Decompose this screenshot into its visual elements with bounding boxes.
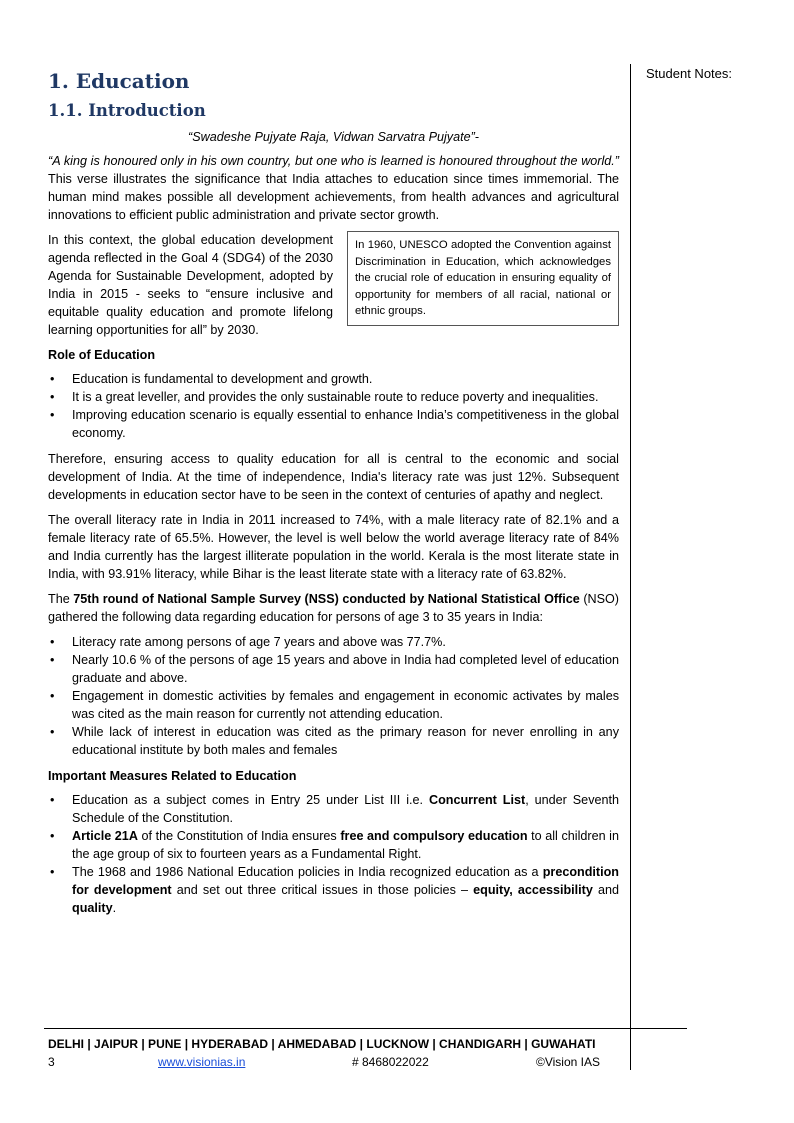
list-item [50,827,619,863]
bullet-icon: • [50,653,55,667]
chapter-title: 1. Education [48,69,190,93]
page-number: 3 [48,1055,55,1069]
section-title: 1.1. Introduction [48,101,206,120]
bold-text: precondition for development [72,865,619,897]
translation-text: “A king is honoured only in his own country, but one who is learned is honoured throughout the world.” [48,154,619,168]
unesco-infobox: In 1960, UNESCO adopted the Convention against Discrimination in Education, which acknowledges the crucial role of education in ensuring equality of opportunity for members of all racial, national or ethnic groups. [347,231,619,326]
text: and set out three critical issues in those policies – [171,883,474,897]
text: to all children in the age group of six to fourteen years as a Fundamental Right. [72,829,619,861]
list-item [50,406,619,442]
copyright: ©Vision IAS [536,1055,600,1069]
list-item [50,370,619,388]
measures-list [48,791,619,917]
bold-text: Concurrent List [428,793,526,807]
intro-paragraph [48,152,619,224]
list-item-text: While lack of interest in education was cited as the primary reason for never enrolling in any educational institute by both males and females [72,725,619,757]
bullet-icon: • [50,635,55,649]
bullet-icon: • [50,865,55,879]
notes-divider [630,64,631,1070]
student-notes-label: Student Notes: [646,66,732,81]
bullet-icon: • [50,793,55,807]
nss-bold: 75th round of National Sample Survey (NSS) conducted by National Statistical Office [73,592,580,606]
list-item [50,388,619,406]
bullet-icon: • [50,390,55,404]
text: Education as a subject comes in Entry 25 under List III i.e. [72,793,429,807]
text: The 1968 and 1986 National Education policies in India recognized education as a [72,865,543,879]
bold-text: quality [72,901,113,915]
list-item [50,651,619,687]
bullet-icon: • [50,829,55,843]
text: of the Constitution of India ensures [137,829,341,843]
list-item-text: Nearly 10.6 % of the persons of age 15 years and above in India had completed level of education graduate and above. [72,653,619,685]
phone-number: # 8468022022 [352,1055,429,1069]
bullet-icon: • [50,408,55,422]
list-item-text: Education is fundamental to development and growth. [72,372,373,386]
list-item-text: Improving education scenario is equally essential to enhance India’s competitiveness in the global economy. [72,408,619,440]
bold-text: free and compulsory education [340,829,528,843]
access-paragraph: Therefore, ensuring access to quality education for all is central to the economic and social development of India. At the time of independence, India's literacy rate was just 12%. Subsequent developments in education sector have to be seen in the context of centuries of apathy and neglect. [48,452,619,502]
text: . [112,901,117,915]
nss-paragraph [48,590,619,626]
list-item [50,687,619,723]
intro-text: This verse illustrates the significance that India attaches to education since times immemorial. The human mind makes possible all development achievements, from health advances and agricultural innovations to efficient public administration and private sector growth. [48,172,619,222]
nss-list [48,633,619,759]
bold-text: equity, accessibility [473,883,593,897]
literacy-paragraph: The overall literacy rate in India in 2011 increased to 74%, with a male literacy rate of 82.1% and a female literacy rate of 65.5%. However, the level is well below the world average literacy rate of 84% and India currently has the largest illiterate population in the world. Kerala is the most literate state in India, with 93.91% literacy, while Bihar is the least literate state with a literacy rate of 63.82%. [48,513,619,581]
list-item-text: Literacy rate among persons of age 7 years and above was 77.7%. [72,635,446,649]
bullet-icon: • [50,689,55,703]
bullet-icon: • [50,372,55,386]
list-item-text: It is a great leveller, and provides the only sustainable route to reduce poverty and inequalities. [72,390,599,404]
page-footer [48,1035,608,1071]
measures-heading: Important Measures Related to Education [48,769,297,783]
footer-row [48,1053,608,1071]
footer-divider [44,1028,687,1029]
list-item [50,791,619,827]
list-item [50,633,619,651]
list-item [50,723,619,759]
role-heading: Role of Education [48,348,156,362]
text: and [592,883,619,897]
nss-text: The [48,592,74,606]
bullet-icon: • [50,725,55,739]
nss-text-rest: (NSO) gathered the following data regarding education for persons of age 3 to 35 years in India: [48,592,619,624]
website-link[interactable]: www.visionias.in [158,1055,246,1069]
main-content [48,64,619,925]
footer-cities: DELHI | JAIPUR | PUNE | HYDERABAD | AHMEDABAD | LUCKNOW | CHANDIGARH | GUWAHATI [48,1037,596,1051]
sdg-paragraph: In this context, the global education development agenda reflected in the Goal 4 (SDG4) of the 2030 Agenda for Sustainable Development, adopted by India in 2015 - seeks to “ensure inclusive and equitable quality education and promote lifelong learning opportunities for all” by 2030. [48,233,333,337]
role-list [48,370,619,442]
bold-text: Article 21A [72,829,138,843]
text: , under Seventh Schedule of the Constitution. [72,793,619,825]
sanskrit-quote: “Swadeshe Pujyate Raja, Vidwan Sarvatra Pujyate”- [188,130,479,144]
list-item [50,863,619,917]
list-item-text: Engagement in domestic activities by females and engagement in economic activates by males was cited as the main reason for currently not attending education. [72,689,619,721]
